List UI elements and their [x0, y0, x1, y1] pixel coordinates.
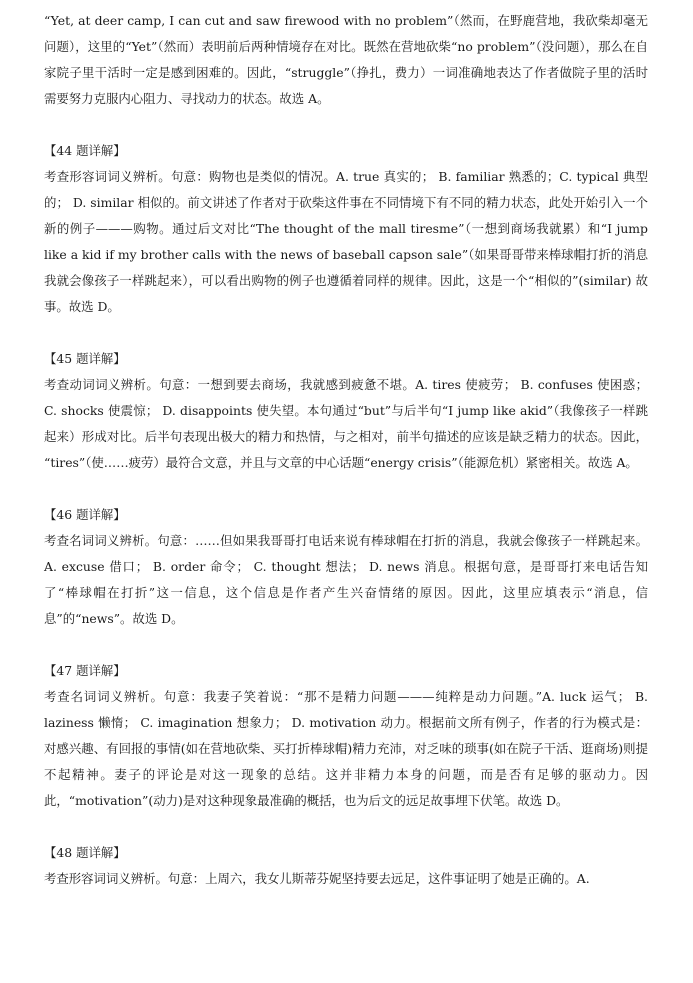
spacer	[44, 320, 648, 346]
heading-45: 【45 题详解】	[44, 351, 126, 366]
spacer	[44, 814, 648, 840]
spacer	[44, 112, 648, 138]
spacer	[44, 476, 648, 502]
paragraph-44-explanation: 考查形容词词义辨析。句意：购物也是类似的情况。A. true 真实的； B. familiar 熟悉的；C. typical 典型的； D. similar 相似的。前文讲述了作者对于砍柴这件事在不同情境下有不同的精力状态，此处开始引入一个新的例子———购物。通过后文对比“The thought of the mall tiresme”（一想到商场我就累）和“I jump like a kid if my brother calls with the news of baseball capson sale”（如果哥哥带来棒球帽打折的消息我就会像孩子一样跳起来），可以看出购物的例子也遵循着同样的规律。因此，这是一个“相似的”(similar) 故事。故选 D。	[44, 169, 648, 314]
paragraph-47-explanation: 考查名词词义辨析。句意：我妻子笑着说：“那不是精力问题———纯粹是动力问题。”A. luck 运气； B. laziness 懒惰； C. imagination 想象力； D. motivation 动力。根据前文所有例子，作者的行为模式是：对感兴趣、有回报的事情(如在营地砍柴、买打折棒球帽)精力充沛，对乏味的琐事(如在院子干活、逛商场)则提不起精神。妻子的评论是对这一现象的总结。这并非精力本身的问题，而是否有足够的驱动力。因此，“motivation”(动力)是对这种现象最准确的概括，也为后文的远足故事埋下伏笔。故选 D。	[44, 689, 648, 808]
heading-44: 【44 题详解】	[44, 143, 126, 158]
heading-48: 【48 题详解】	[44, 845, 126, 860]
paragraph-45-explanation: 考查动词词义辨析。句意：一想到要去商场，我就感到疲惫不堪。A. tires 使疲劳； B. confuses 使困惑； C. shocks 使震惊； D. disappoints 使失望。本句通过“but”与后半句“I jump like akid”（我像孩子一样跳起来）形成对比。后半句表现出极大的精力和热情，与之相对，前半句描述的应该是缺乏精力的状态。因此， “tires”（使……疲劳）最符合文意，并且与文章的中心话题“energy crisis”（能源危机）紧密相关。故选 A。	[44, 377, 648, 470]
heading-47: 【47 题详解】	[44, 663, 126, 678]
paragraph-46-explanation: 考查名词词义辨析。句意：……但如果我哥哥打电话来说有棒球帽在打折的消息，我就会像孩子一样跳起来。A. excuse 借口； B. order 命令； C. thought 想法； D. news 消息。根据句意，是哥哥打来电话告知了“棒球帽在打折”这一信息，这个信息是作者产生兴奋情绪的原因。因此，这里应填表示“消息，信息”的“news”。故选 D。	[44, 533, 648, 626]
paragraph-48-explanation: 考查形容词词义辨析。句意：上周六，我女儿斯蒂芬妮坚持要去远足，这件事证明了她是正确的。A.	[44, 871, 590, 886]
heading-46: 【46 题详解】	[44, 507, 126, 522]
spacer	[44, 632, 648, 658]
paragraph-43-explanation-continued: “Yet, at deer camp, I can cut and saw firewood with no problem”（然而，在野鹿营地，我砍柴却毫无问题），这里的“Yet”（然而）表明前后两种情境存在对比。既然在营地砍柴“no problem”（没问题），那么在自家院子里干活时一定是感到困难的。因此，“struggle”（挣扎，费力）一词准确地表达了作者做院子里的活时需要努力克服内心阻力、寻找动力的状态。故选 A。	[44, 13, 648, 106]
document-page	[44, 8, 648, 892]
